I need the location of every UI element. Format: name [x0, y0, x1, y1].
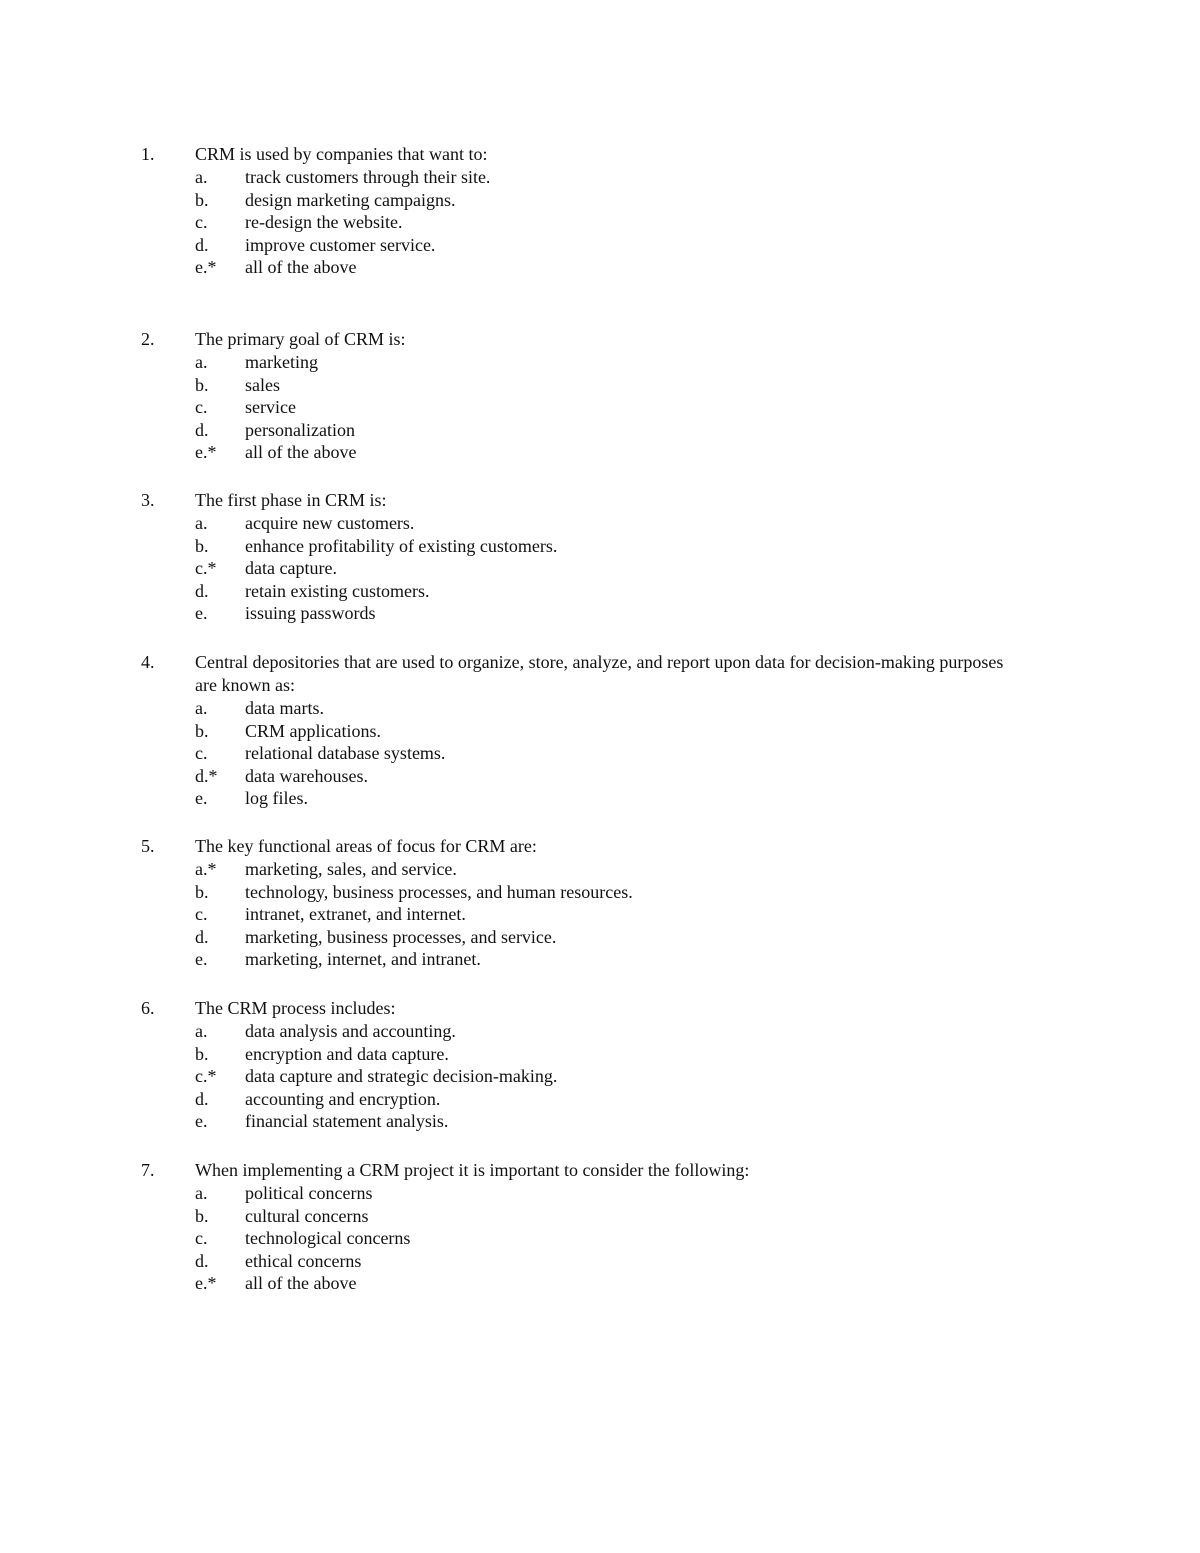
option-letter: a. — [195, 167, 208, 187]
option-text: log files. — [245, 788, 308, 809]
question-number: 6. — [141, 998, 155, 1018]
option-b — [0, 189, 1200, 212]
option-c — [0, 557, 1200, 580]
option-e — [0, 1110, 1200, 1133]
option-letter: c.* — [195, 558, 217, 579]
option-letter: b. — [195, 1205, 209, 1226]
question-number: 7. — [141, 1160, 155, 1180]
option-text: marketing, sales, and service. — [245, 859, 457, 879]
option-letter: d. — [195, 926, 209, 947]
option-text: relational database systems. — [245, 743, 446, 764]
question-stem — [0, 1159, 1200, 1182]
option-letter: e.* — [195, 1273, 217, 1294]
option-letter: c.* — [195, 1066, 217, 1087]
option-letter: b. — [195, 535, 209, 556]
option-a — [0, 351, 1200, 374]
option-text: sales — [245, 374, 280, 395]
option-text: technological concerns — [245, 1228, 411, 1249]
option-d — [0, 234, 1200, 257]
option-letter: c. — [195, 904, 208, 925]
option-text: intranet, extranet, and internet. — [245, 904, 466, 925]
option-letter: e. — [195, 1111, 208, 1132]
option-letter: b. — [195, 720, 209, 741]
option-text: enhance profitability of existing customers. — [245, 535, 558, 556]
option-letter: d. — [195, 234, 209, 255]
option-d — [0, 1250, 1200, 1273]
question-number: 3. — [141, 490, 155, 510]
question-5 — [0, 835, 1200, 971]
option-text: financial statement analysis. — [245, 1111, 449, 1132]
question-text: When implementing a CRM project it is important to consider the following: — [195, 1160, 750, 1180]
option-text: ethical concerns — [245, 1250, 362, 1271]
question-2 — [0, 328, 1200, 464]
question-text: The key functional areas of focus for CRM are: — [195, 836, 537, 856]
question-number: 4. — [141, 652, 155, 672]
question-text: CRM is used by companies that want to: — [195, 144, 488, 164]
option-a — [0, 858, 1200, 881]
option-a — [0, 166, 1200, 189]
option-e — [0, 256, 1200, 279]
option-letter: c. — [195, 212, 208, 233]
option-text: acquire new customers. — [245, 513, 415, 533]
option-letter: c. — [195, 743, 208, 764]
question-text: Central depositories that are used to organize, store, analyze, and report upon data for decision-making purposes are known as: — [195, 652, 1004, 695]
option-b — [0, 881, 1200, 904]
question-4 — [0, 651, 1200, 810]
option-text: political concerns — [245, 1183, 373, 1203]
question-stem — [0, 651, 1200, 697]
option-text: data analysis and accounting. — [245, 1021, 456, 1041]
option-letter: a.* — [195, 859, 217, 879]
option-d — [0, 926, 1200, 949]
question-number: 2. — [141, 329, 155, 349]
option-c — [0, 396, 1200, 419]
option-c — [0, 903, 1200, 926]
question-stem — [0, 143, 1200, 166]
option-text: CRM applications. — [245, 720, 381, 741]
option-letter: a. — [195, 1021, 208, 1041]
question-1 — [0, 143, 1200, 279]
option-e — [0, 948, 1200, 971]
option-text: design marketing campaigns. — [245, 189, 456, 210]
option-e — [0, 1272, 1200, 1295]
option-letter: b. — [195, 881, 209, 902]
option-c — [0, 1227, 1200, 1250]
question-number: 5. — [141, 836, 155, 856]
option-text: marketing — [245, 352, 318, 372]
option-letter: e. — [195, 603, 208, 624]
option-text: data capture and strategic decision-making. — [245, 1066, 558, 1087]
option-d — [0, 1088, 1200, 1111]
option-text: cultural concerns — [245, 1205, 369, 1226]
option-text: data marts. — [245, 698, 324, 718]
option-d — [0, 580, 1200, 603]
option-letter: e. — [195, 949, 208, 970]
option-letter: d. — [195, 1088, 209, 1109]
option-letter: b. — [195, 374, 209, 395]
option-letter: d. — [195, 1250, 209, 1271]
option-e — [0, 441, 1200, 464]
option-b — [0, 1205, 1200, 1228]
option-text: data warehouses. — [245, 765, 368, 786]
option-a — [0, 697, 1200, 720]
question-stem — [0, 835, 1200, 858]
option-letter: a. — [195, 352, 208, 372]
option-letter: a. — [195, 513, 208, 533]
option-b — [0, 374, 1200, 397]
option-letter: d. — [195, 580, 209, 601]
option-letter: d.* — [195, 765, 218, 786]
option-text: marketing, business processes, and service. — [245, 926, 557, 947]
option-b — [0, 535, 1200, 558]
option-a — [0, 512, 1200, 535]
option-d — [0, 419, 1200, 442]
option-c — [0, 1065, 1200, 1088]
option-d — [0, 765, 1200, 788]
option-a — [0, 1020, 1200, 1043]
option-letter: a. — [195, 698, 208, 718]
option-c — [0, 211, 1200, 234]
option-text: re-design the website. — [245, 212, 403, 233]
option-letter: e. — [195, 788, 208, 809]
option-letter: b. — [195, 1043, 209, 1064]
option-text: encryption and data capture. — [245, 1043, 449, 1064]
option-text: personalization — [245, 419, 355, 440]
question-6 — [0, 997, 1200, 1133]
option-b — [0, 1043, 1200, 1066]
question-stem — [0, 489, 1200, 512]
option-text: all of the above — [245, 1273, 357, 1294]
option-b — [0, 720, 1200, 743]
question-text: The first phase in CRM is: — [195, 490, 387, 510]
question-7 — [0, 1159, 1200, 1295]
option-text: service — [245, 397, 296, 418]
option-letter: b. — [195, 189, 209, 210]
option-text: track customers through their site. — [245, 167, 491, 187]
option-letter: c. — [195, 397, 208, 418]
option-c — [0, 742, 1200, 765]
question-number: 1. — [141, 144, 155, 164]
option-text: retain existing customers. — [245, 580, 430, 601]
option-text: marketing, internet, and intranet. — [245, 949, 481, 970]
option-text: all of the above — [245, 442, 357, 463]
option-e — [0, 787, 1200, 810]
option-e — [0, 602, 1200, 625]
option-text: data capture. — [245, 558, 337, 579]
option-letter: e.* — [195, 442, 217, 463]
option-a — [0, 1182, 1200, 1205]
question-text: The CRM process includes: — [195, 998, 396, 1018]
option-text: all of the above — [245, 257, 357, 278]
question-stem — [0, 328, 1200, 351]
option-letter: d. — [195, 419, 209, 440]
option-letter: a. — [195, 1183, 208, 1203]
option-text: accounting and encryption. — [245, 1088, 441, 1109]
question-stem — [0, 997, 1200, 1020]
option-text: issuing passwords — [245, 603, 376, 624]
option-text: improve customer service. — [245, 234, 436, 255]
option-text: technology, business processes, and human resources. — [245, 881, 633, 902]
question-text: The primary goal of CRM is: — [195, 329, 406, 349]
option-letter: c. — [195, 1228, 208, 1249]
option-letter: e.* — [195, 257, 217, 278]
question-3 — [0, 489, 1200, 625]
